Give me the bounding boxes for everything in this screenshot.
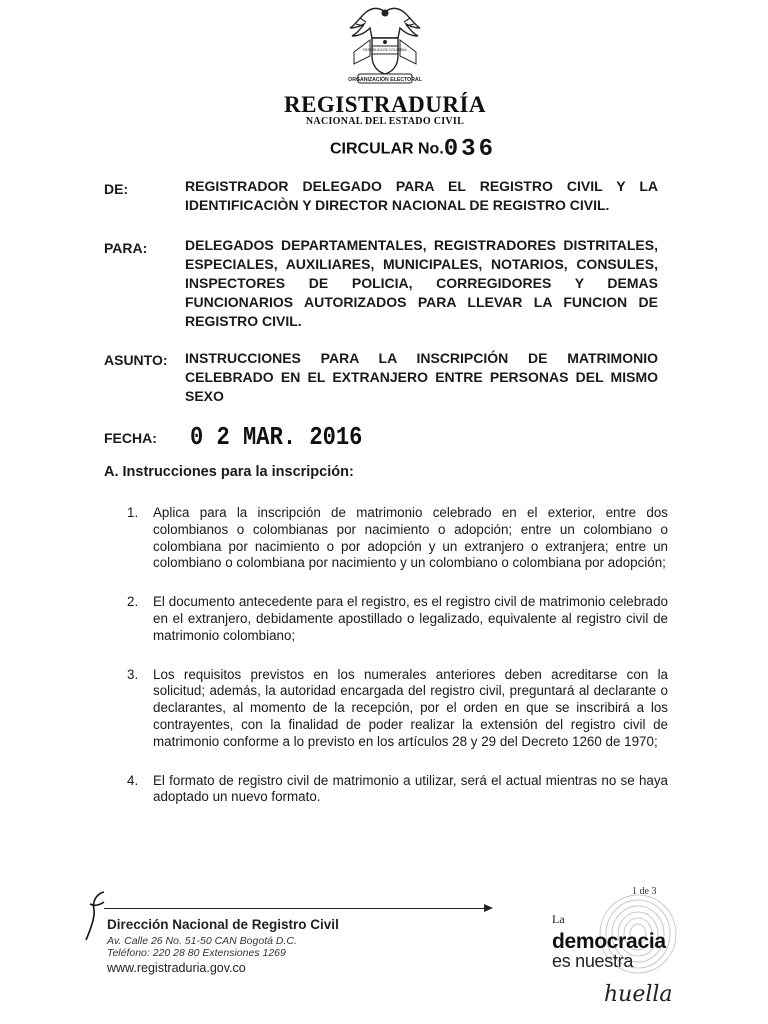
item-number: 2. — [127, 594, 139, 610]
section-title: A. Instrucciones para la inscripción: — [104, 464, 354, 480]
signature-flourish — [78, 888, 108, 946]
arrow-right-icon — [484, 904, 493, 912]
seal-ribbon-text: ORGANIZACIÓN ELECTORAL — [348, 77, 422, 83]
svg-text:es nuestra: es nuestra — [552, 951, 634, 971]
para-label: PARA: — [104, 240, 148, 256]
de-value: REGISTRADOR DELEGADO PARA EL REGISTRO CIVIL Y LA IDENTIFICACIÒN Y DIRECTOR NACIONAL DE REGISTRO CIVIL. — [185, 178, 658, 213]
coat-of-arms-seal — [340, 4, 430, 86]
asunto-label: ASUNTO: — [104, 352, 168, 368]
list-item — [104, 594, 668, 644]
item-number: 4. — [127, 772, 139, 788]
svg-text:huella: huella — [604, 982, 673, 1007]
item-number: 3. — [127, 666, 139, 682]
item-number: 1. — [127, 505, 139, 520]
list-item — [104, 773, 668, 807]
item-text: El documento antecedente para el registro, es el registro civil de matrimonio celebrado en el extranjero, debidamente apostillado o legalizado, equivalente al registro civil de matrimonio colombiano; — [153, 594, 668, 643]
footer-department: Dirección Nacional de Registro Civil — [107, 917, 339, 932]
circular-number-line — [330, 136, 496, 163]
date-stamp: 0 2 MAR. 2016 — [190, 422, 363, 452]
circular-number: 036 — [443, 136, 496, 163]
footer-divider — [104, 908, 484, 909]
item-text: Los requisitos previstos en los numerales anteriores deben acreditarse con la solicitud; además, la autoridad encargada del registro civil, preguntará al declarante o declarantes, al momento de la recepción, por el orden en que se inscribirá a los contrayentes, con la finalidad de poder realizar la extensión del registro civil de matrimonio conforme a lo previsto en los artículos 28 y 29 del Decreto 1260 de 1970; — [153, 666, 668, 749]
fecha-label: FECHA: — [104, 430, 157, 446]
de-label: DE: — [104, 181, 129, 197]
circular-label: CIRCULAR No. — [330, 140, 444, 158]
para-value: DELEGADOS DEPARTAMENTALES, REGISTRADORES DISTRITALES, ESPECIALES, AUXILIARES, MUNICIPALES, NOTARIOS, CONSULES, INSPECTORES DE POLICIA, CORREGIDORES Y DEMAS FUNCIONARIOS AUTORIZADOS PARA LLEVAR LA FUNCION DE REGISTRO CIVIL. — [185, 237, 658, 329]
asunto-value: INSTRUCCIONES PARA LA INSCRIPCIÓN DE MATRIMONIO CELEBRADO EN EL EXTRANJERO ENTRE PERSONAS DEL MISMO SEXO — [185, 350, 658, 404]
org-subtitle: NACIONAL DEL ESTADO CIVIL — [305, 116, 465, 127]
instruction-list — [104, 505, 668, 828]
democracia-slogan-logo — [546, 905, 686, 1010]
footer-address: Av. Calle 26 No. 51-50 CAN Bogotá D.C. — [107, 935, 297, 947]
org-name: REGISTRADURÍA — [283, 92, 487, 117]
list-item — [104, 667, 668, 751]
svg-text:democracia: democracia — [552, 930, 666, 953]
item-text: El formato de registro civil de matrimonio a utilizar, será el actual mientras no se haya adoptado un nuevo formato. — [153, 772, 668, 805]
footer-website[interactable]: www.registraduria.gov.co — [107, 961, 246, 975]
svg-text:La: La — [552, 912, 565, 926]
list-item — [104, 505, 668, 572]
footer-phone: Teléfono: 220 28 80 Extensiones 1269 — [107, 947, 286, 959]
seal-center-text: REPÚBLICA DE COLOMBIA — [363, 48, 407, 52]
item-text: Aplica para la inscripción de matrimonio celebrado en el exterior, entre dos colombianos o colombianas por nacimiento o adopción; entre un colombiano o colombiana por nacimiento o por adopción y un extranjero o extranjera; entre un colombiano o colombiana por nacimiento y un colombiano o colombiana por adopción; — [153, 505, 668, 571]
page-number: 1 de 3 — [632, 886, 657, 897]
